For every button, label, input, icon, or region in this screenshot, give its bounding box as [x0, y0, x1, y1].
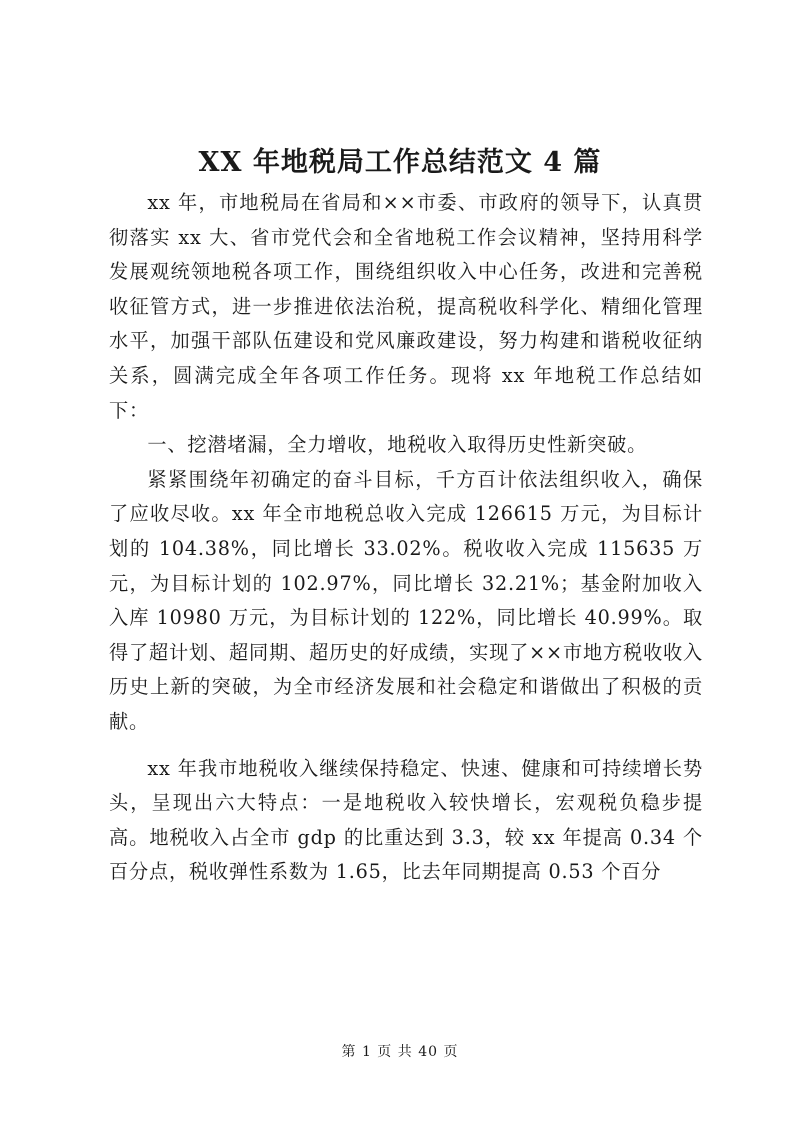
document-title: XX 年地税局工作总结范文 4 篇 — [198, 147, 602, 178]
page-footer: 第 1 页 共 40 页 — [341, 1044, 459, 1060]
document-body — [109, 186, 703, 890]
paragraph-revenue-summary: 紧紧围绕年初确定的奋斗目标，千方百计依法组织收入，确保了应收尽收。xx 年全市地税总收入完成 126615 万元，为目标计划的 104.38%，同比增长 33.02%。税收收入完成 115635 万元，为目标计划的 102.97%，同比增长 32.21%；基金附加收入入库 10980 万元，为目标计划的 122%，同比增长 40.99%。取得了超计划、超同期、超历史的好成绩，实现了××市地方税收收入历史上新的突破，为全市经济发展和社会稳定和谐做出了积极的贡献。 — [109, 467, 703, 733]
paragraph-section-heading: 一、挖潜堵漏，全力增收，地税收入取得历史性新突破。 — [147, 433, 648, 457]
paragraph-revenue-features: xx 年我市地税收入继续保持稳定、快速、健康和可持续增长势头，呈现出六大特点：一是地税收入较快增长，宏观税负稳步提高。地税收入占全市 gdp 的比重达到 3.3，较 xx 年提高 0.34 个百分点，税收弹性系数为 1.65，比去年同期提高 0.53 个百分 — [109, 756, 703, 884]
paragraph-intro: xx 年，市地税局在省局和××市委、市政府的领导下，认真贯彻落实 xx 大、省市党代会和全省地税工作会议精神，坚持用科学发展观统领地税各项工作，围绕组织收入中心任务，改进和完善税收征管方式，进一步推进依法治税，提高税收科学化、精细化管理水平，加强干部队伍建设和党风廉政建设，努力构建和谐税收征纳关系，圆满完成全年各项工作任务。现将 xx 年地税工作总结如下： — [109, 191, 703, 422]
